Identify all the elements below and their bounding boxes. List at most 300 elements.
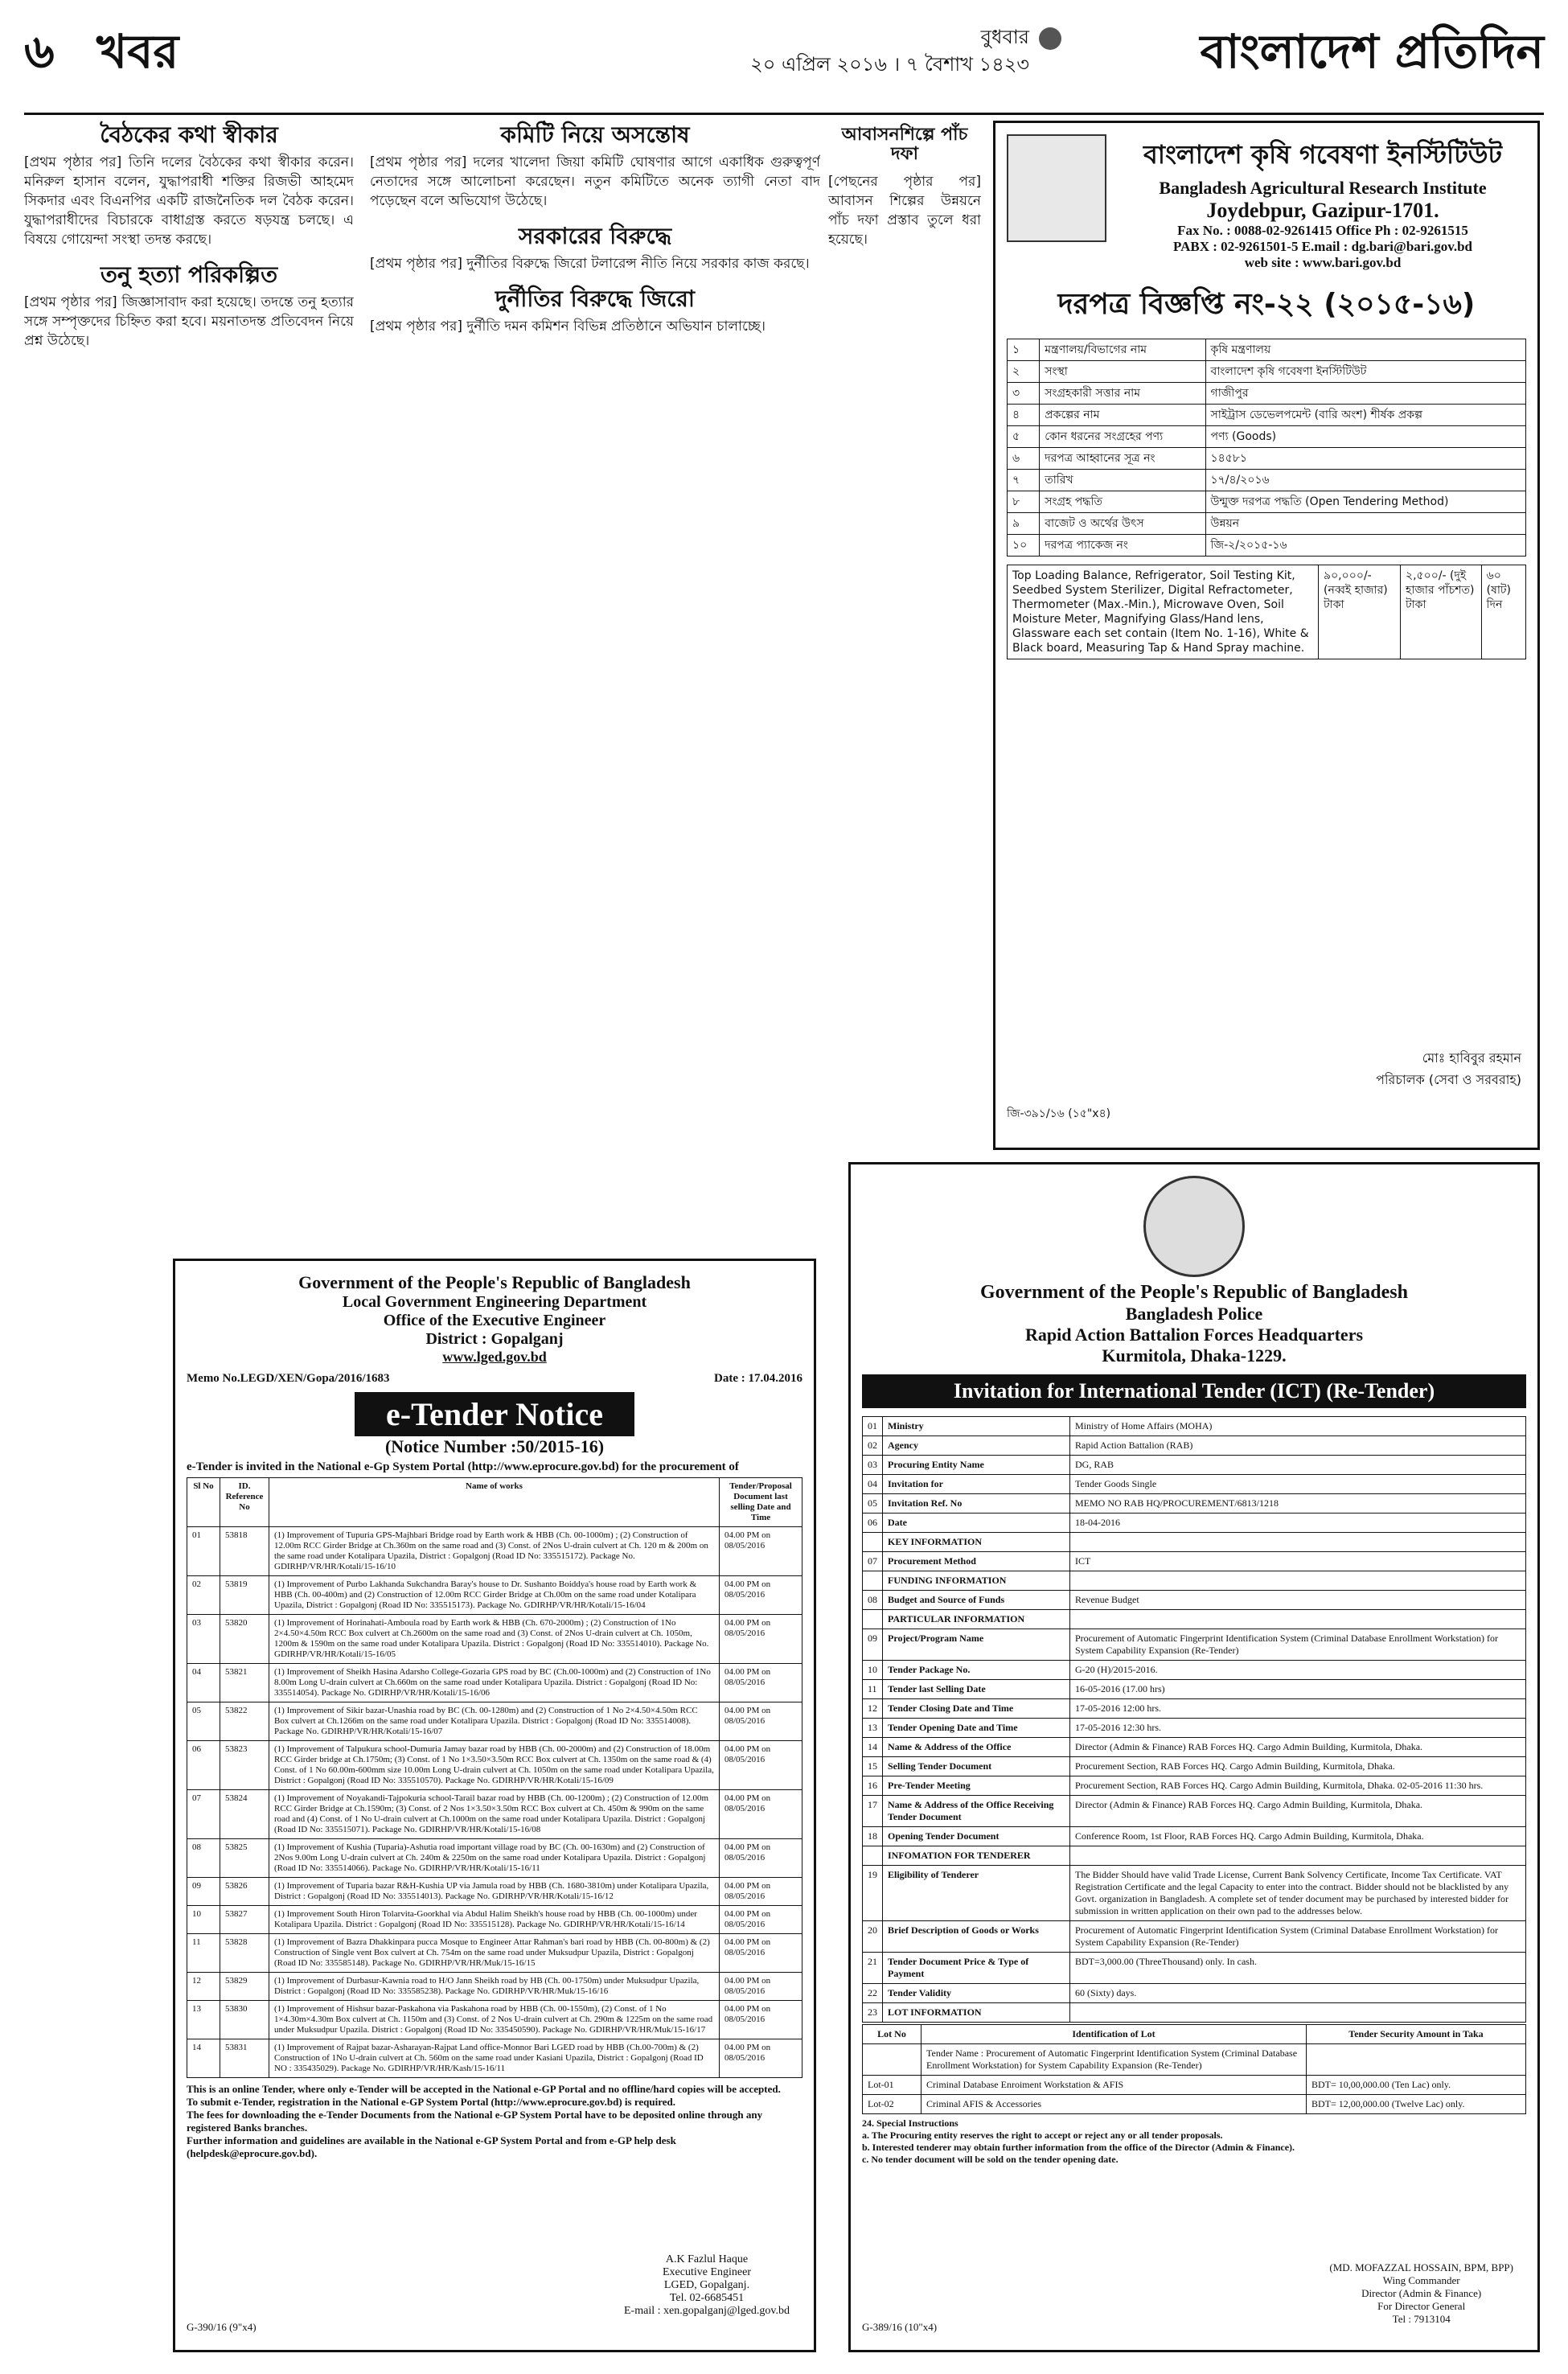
bari-address: Joydebpur, Gazipur-1701.: [1206, 199, 1439, 222]
bari-item-price: ২,৫০০/- (দুই হাজার পাঁচশত) টাকা: [1400, 565, 1481, 659]
row-date: 04.00 PM on 08/05/2016: [720, 1615, 802, 1664]
row-label: Agency: [883, 1436, 1070, 1456]
row-sl: 09: [187, 1878, 220, 1906]
row-no: ৭: [1008, 470, 1040, 491]
row-label: তারিখ: [1040, 470, 1205, 491]
table-row: [1008, 339, 1526, 361]
row-value: [1070, 1571, 1526, 1591]
col-sl: Sl No: [187, 1478, 220, 1527]
article-text: [প্রথম পৃষ্ঠার পর] তিনি দলের বৈঠকের কথা স্বীকার করেন। মনিরুল হাসান বলেন, যুদ্ধাপরাধী শক্তির রিজভী আহমেদ সিকদার এবং বিএনপির একটি রাজনৈতিক দল বৈঠক করেন। যুদ্ধাপরাধীদের বিচারকে বাধাগ্রস্ত করতে ষড়যন্ত্র চলছে। এ বিষয়ে গোয়েন্দা সংস্থা তদন্ত করছে।: [24, 154, 354, 248]
row-value: Ministry of Home Affairs (MOHA): [1070, 1417, 1526, 1436]
bari-ad-code: জি-৩৯১/১৬ (১৫"x৪): [1007, 1107, 1111, 1120]
table-row: [863, 1514, 1526, 1533]
row-no: 20: [863, 1921, 883, 1953]
row-no: [863, 1571, 883, 1591]
row-no: 19: [863, 1866, 883, 1921]
rab-tender-ad: [848, 1162, 1540, 2352]
row-sl: 14: [187, 2039, 220, 2078]
table-row: [863, 2044, 1526, 2076]
table-row: [187, 1702, 802, 1741]
row-id: 53821: [220, 1664, 269, 1702]
row-name: (1) Improvement of Hishsur bazar-Paskahona via Paskahona road by HBB (Ch. 00-1550m), (2) Const. of 1 No 1×4.30m×4.30m Box culvert at Ch. 1150m and (3) Const. of 2 Nos U-drain culvert at Ch. 290m & 1225m on the same road under Muksudpur Upazila. District : Gopalgonj (Road ID No: 335450590). Package No. GDIRHP/VR/HR/Muk/15-16/17: [269, 2001, 720, 2039]
row-no: [863, 1533, 883, 1552]
row-date: 04.00 PM on 08/05/2016: [720, 2001, 802, 2039]
lged-signer: A.K Fazlul Haque: [665, 2253, 749, 2265]
table-row: [187, 1615, 802, 1664]
row-name: (1) Improvement of Tupuria GPS-Majhbari Bridge road by Earth work & HBB (Ch. 00-1000m) ; (2) Construction of 12.00m RCC Girder Bridge at Ch.360m on the same road and (3) Const. of 2Nos U-drain culvert at Ch. 120 m & 200m on the same road under Kotalipara Upazila, District : Gopalgonj (Road ID No: 335515172). Package No. GDIRHP/VR/HR/Kotali/15-16/10: [269, 1527, 720, 1576]
row-no: [863, 1610, 883, 1629]
rab-signer-role3: For Director General: [1377, 2300, 1466, 2312]
row-no: ৬: [1008, 448, 1040, 470]
row-label: Tender last Selling Date: [883, 1680, 1070, 1699]
row-value: Procurement Section, RAB Forces HQ. Cargo Admin Building, Kurmitola, Dhaka. 02-05-2016 11:30 hrs.: [1070, 1776, 1526, 1796]
row-value: MEMO NO RAB HQ/PROCUREMENT/6813/1218: [1070, 1494, 1526, 1514]
row-label: PARTICULAR INFORMATION: [883, 1610, 1070, 1629]
row-sl: 01: [187, 1527, 220, 1576]
row-id: 53826: [220, 1878, 269, 1906]
lged-gov: Government of the People's Republic of Bangladesh: [298, 1272, 691, 1292]
table-row: [1008, 535, 1526, 557]
bari-title-bn: বাংলাদেশ কৃষি গবেষণা ইনস্টিটিউট: [1143, 139, 1502, 170]
lot-id: Criminal Database Enroiment Workstation & AFIS: [922, 2076, 1307, 2095]
row-no: 10: [863, 1661, 883, 1680]
row-value: [1070, 1533, 1526, 1552]
row-label: দরপত্র আহ্বানের সূত্র নং: [1040, 448, 1205, 470]
row-no: 21: [863, 1953, 883, 1984]
row-label: Selling Tender Document: [883, 1757, 1070, 1776]
news-column-3: [828, 121, 981, 1247]
table-row: [863, 1436, 1526, 1456]
row-name: (1) Improvement of Noyakandi-Tajpokuria school-Tarail bazar road by HBB (Ch. 00-1200m) ; (2) Construction of 12.00m RCC Girder Bridge at Ch.1590m; (3) Const. of 2 Nos 1×3.50×3.50m RCC Box culvert at Ch. 450m & 990m on the same road and (4) Const. of 1 No U-drain culvert at Ch.1000m on the same road under Kotalipara Upazila. District : Gopalgonj (Road ID No: 335515071). Package No. GDIRHP/VR/HR/Kotali/15-16/08: [269, 1790, 720, 1839]
table-row: [187, 1934, 802, 1973]
table-row: [1008, 383, 1526, 405]
rab-lot-table: [862, 2024, 1526, 2114]
row-value: ১৭/৪/২০১৬: [1205, 470, 1525, 491]
brand-dot-icon: [1039, 27, 1061, 50]
rab-gov: Government of the People's Republic of Bangladesh: [980, 1282, 1408, 1303]
row-label: দরপত্র প্যাকেজ নং: [1040, 535, 1205, 557]
page-number: ৬: [24, 24, 55, 79]
lot-id: Tender Name : Procurement of Automatic Fingerprint Identification System (Criminal Database Enrollment Workstation) for System Capability Expansion (Re-Tender): [922, 2044, 1307, 2076]
lged-title: e-Tender Notice: [355, 1392, 634, 1436]
row-sl: 10: [187, 1906, 220, 1934]
headline: বৈঠকের কথা স্বীকার: [100, 121, 278, 148]
row-no: 15: [863, 1757, 883, 1776]
row-label: কোন ধরনের সংগ্রহের পণ্য: [1040, 426, 1205, 448]
row-id: 53822: [220, 1702, 269, 1741]
rab-tel: Tel : 7913104: [1392, 2313, 1451, 2325]
table-row: [187, 2039, 802, 2078]
special-c: c. No tender document will be sold on the tender opening date.: [862, 2154, 1119, 2165]
row-no: [863, 1846, 883, 1866]
lged-district: District : Gopalganj: [425, 1330, 564, 1348]
row-sl: 08: [187, 1839, 220, 1878]
row-sl: 07: [187, 1790, 220, 1839]
bari-signer: মোঃ হাবিবুর রহমান: [1422, 1050, 1521, 1066]
row-value: [1070, 1610, 1526, 1629]
table-row: [863, 1953, 1526, 1984]
lged-footer-2: To submit e-Tender, registration in the National e-GP System Portal (http://www.eprocure.gov.bd) is required.: [187, 2096, 676, 2108]
row-value: Procurement Section, RAB Forces HQ. Cargo Admin Building, Kurmitola, Dhaka.: [1070, 1757, 1526, 1776]
rab-banner: Invitation for International Tender (ICT) (Re-Tender): [862, 1374, 1526, 1408]
lged-intro: e-Tender is invited in the National e-Gp System Portal (http://www.eprocure.gov.bd) for the procurement of: [187, 1460, 739, 1473]
row-name: (1) Improvement of Tuparia bazar R&H-Kushia UP via Jamula road by HBB (Ch. 1680-3810m) under Kotalipara Upazila, District : Gopalgonj (Road ID No: 335514013). Package No. GDIRHP/VR/HR/Kotali/15-16/12: [269, 1878, 720, 1906]
table-row: [863, 1494, 1526, 1514]
table-row: [863, 2003, 1526, 2023]
row-no: ১০: [1008, 535, 1040, 557]
row-id: 53819: [220, 1576, 269, 1615]
rab-ad-code: G-389/16 (10"x4): [862, 2321, 938, 2333]
row-value: ১৪৫৮১: [1205, 448, 1525, 470]
row-no: 22: [863, 1984, 883, 2003]
row-no: 16: [863, 1776, 883, 1796]
row-no: 01: [863, 1417, 883, 1436]
row-id: 53825: [220, 1839, 269, 1878]
row-value: উন্নয়ন: [1205, 513, 1525, 535]
row-sl: 11: [187, 1934, 220, 1973]
row-value: 17-05-2016 12:30 hrs.: [1070, 1719, 1526, 1738]
rab-info-table: [862, 1416, 1526, 2023]
row-date: 04.00 PM on 08/05/2016: [720, 1741, 802, 1790]
table-row: [1008, 513, 1526, 535]
row-value: গাজীপুর: [1205, 383, 1525, 405]
row-no: 17: [863, 1796, 883, 1827]
bari-item-text: Top Loading Balance, Refrigerator, Soil Testing Kit, Seedbed System Sterilizer, Digital Refractometer, Thermometer (Max.-Min.), Microwave Oven, Soil Moisture Meter, Magnifying Glass/Hand lens, Glassware each set contain (Item No. 1-16), White & Black board, Measuring Tap & Hand Spray machine.: [1008, 565, 1319, 659]
row-label: Name & Address of the Office: [883, 1738, 1070, 1757]
col-lot-security: Tender Security Amount in Taka: [1307, 2025, 1526, 2044]
row-no: ৮: [1008, 491, 1040, 513]
row-label: সংগ্রহ পদ্ধতি: [1040, 491, 1205, 513]
table-row: [187, 1839, 802, 1878]
row-label: INFOMATION FOR TENDERER: [883, 1846, 1070, 1866]
row-date: 04.00 PM on 08/05/2016: [720, 1702, 802, 1741]
table-row: [187, 1527, 802, 1576]
row-name: (1) Improvement South Hiron Tolarvita-Goorkhal via Abdul Halim Sheikh's house road by HBB (Ch. 00-1000m) under Kotalipara Upazila. District : Gopalgonj (Road ID No: 335515128). Package No. GDIRHP/VR/HR/Kotali/15-16/14: [269, 1906, 720, 1934]
article-text: [পেছনের পৃষ্ঠার পর] আবাসন শিল্পের উন্নয়নে পাঁচ দফা প্রস্তাব তুলে ধরা হয়েছে।: [828, 174, 981, 248]
special-a: a. The Procuring entity reserves the right to accept or reject any or all tender proposals.: [862, 2130, 1223, 2141]
rab-addr: Kurmitola, Dhaka-1229.: [1102, 1345, 1287, 1366]
col-lot-no: Lot No: [863, 2025, 922, 2044]
table-row: [863, 1921, 1526, 1953]
row-date: 04.00 PM on 08/05/2016: [720, 1664, 802, 1702]
table-row: [863, 1629, 1526, 1661]
row-label: Project/Program Name: [883, 1629, 1070, 1661]
row-label: Invitation for: [883, 1475, 1070, 1494]
row-label: KEY INFORMATION: [883, 1533, 1070, 1552]
row-date: 04.00 PM on 08/05/2016: [720, 1934, 802, 1973]
lged-signature-block: [624, 2253, 790, 2318]
row-label: প্রকল্পের নাম: [1040, 405, 1205, 426]
row-label: সংস্থা: [1040, 361, 1205, 383]
table-row: [863, 1776, 1526, 1796]
col-lot-id: Identification of Lot: [922, 2025, 1307, 2044]
row-sl: 03: [187, 1615, 220, 1664]
table-row: [187, 1576, 802, 1615]
lged-tel: Tel. 02-6685451: [669, 2292, 745, 2304]
row-date: 04.00 PM on 08/05/2016: [720, 1839, 802, 1878]
row-value: Conference Room, 1st Floor, RAB Forces HQ. Cargo Admin Building, Kurmitola, Dhaka.: [1070, 1827, 1526, 1846]
row-no: 03: [863, 1456, 883, 1475]
row-id: 53828: [220, 1934, 269, 1973]
row-value: [1070, 2003, 1526, 2023]
rab-hq: Rapid Action Battalion Forces Headquarters: [1024, 1325, 1364, 1345]
row-label: Brief Description of Goods or Works: [883, 1921, 1070, 1953]
table-row: [187, 1790, 802, 1839]
row-label: Tender Validity: [883, 1984, 1070, 2003]
table-row: [863, 1661, 1526, 1680]
table-row: [863, 1757, 1526, 1776]
row-date: 04.00 PM on 08/05/2016: [720, 1576, 802, 1615]
article-text: [প্রথম পৃষ্ঠার পর] দলের খালেদা জিয়া কমিটি ঘোষণার আগে একাধিক গুরুত্বপূর্ণ নেতাদের সঙ্গে আলোচনা করেছেন। নতুন কমিটিতে অনেক ত্যাগী নেতা বাদ পড়েছেন বলে অভিযোগ উঠেছে।: [370, 154, 820, 209]
row-no: 11: [863, 1680, 883, 1699]
row-value: Director (Admin & Finance) RAB Forces HQ. Cargo Admin Building, Kurmitola, Dhaka.: [1070, 1796, 1526, 1827]
row-no: 18: [863, 1827, 883, 1846]
col-date: Tender/Proposal Document last selling Date and Time: [720, 1478, 802, 1527]
row-label: Date: [883, 1514, 1070, 1533]
bari-tender-ad: [993, 121, 1540, 1150]
row-label: Tender Package No.: [883, 1661, 1070, 1680]
row-label: Budget and Source of Funds: [883, 1591, 1070, 1610]
row-label: Opening Tender Document: [883, 1827, 1070, 1846]
row-value: জি-২/২০১৫-১৬: [1205, 535, 1525, 557]
row-value: [1070, 1846, 1526, 1866]
lot-security: BDT= 10,00,000.00 (Ten Lac) only.: [1307, 2076, 1526, 2095]
lged-ad-code: G-390/16 (9"x4): [187, 2321, 257, 2333]
row-name: (1) Improvement of Durbasur-Kawnia road to H/O Jann Sheikh road by HB (Ch. 00-1750m) under Muksudpur Upazila, District : Gopalgonj (Road ID No: 335585238). Package No. GDIRHP/VR/HR/Muk/15-16/16: [269, 1973, 720, 2001]
article-text: [প্রথম পৃষ্ঠার পর] দুর্নীতি দমন কমিশন বিভিন্ন প্রতিষ্ঠানে অভিযান চালাচ্ছে।: [370, 318, 766, 335]
table-row: [863, 2095, 1526, 2114]
row-value: 17-05-2016 12:00 hrs.: [1070, 1699, 1526, 1719]
row-value: 18-04-2016: [1070, 1514, 1526, 1533]
bari-signer-role: পরিচালক (সেবা ও সরবরাহ): [1376, 1072, 1521, 1087]
rab-signer: (MD. MOFAZZAL HOSSAIN, BPM, BPP): [1329, 2261, 1513, 2273]
row-sl: 05: [187, 1702, 220, 1741]
table-row: [1008, 405, 1526, 426]
row-label: Procurement Method: [883, 1552, 1070, 1571]
section-title: খবর: [96, 24, 179, 79]
row-id: 53820: [220, 1615, 269, 1664]
table-row: [187, 1878, 802, 1906]
row-value: Tender Goods Single: [1070, 1475, 1526, 1494]
row-label: Tender Opening Date and Time: [883, 1719, 1070, 1738]
row-no: 02: [863, 1436, 883, 1456]
row-value: পণ্য (Goods): [1205, 426, 1525, 448]
newspaper-brand: বাংলাদেশ প্রতিদিন: [1200, 24, 1544, 79]
bari-fax: Fax No. : 0088-02-9261415 Office Ph : 02-9261515: [1177, 223, 1468, 238]
bari-logo-icon: [1007, 134, 1106, 242]
row-value: G-20 (H)/2015-2016.: [1070, 1661, 1526, 1680]
row-date: 04.00 PM on 08/05/2016: [720, 1906, 802, 1934]
rab-signature-block: [1329, 2261, 1513, 2326]
row-id: 53823: [220, 1741, 269, 1790]
row-sl: 13: [187, 2001, 220, 2039]
row-value: Procurement of Automatic Fingerprint Identification System (Criminal Database Enrollment Workstation) for System Capability Expansion (Re-Tender): [1070, 1921, 1526, 1953]
lged-office: Office of the Executive Engineer: [383, 1312, 606, 1329]
lged-email: E-mail : xen.gopalganj@lged.gov.bd: [624, 2305, 790, 2317]
col-id: ID. Reference No: [220, 1478, 269, 1527]
table-row: [1008, 491, 1526, 513]
row-sl: 02: [187, 1576, 220, 1615]
row-name: (1) Improvement of Rajpat bazar-Asharayan-Rajpat Land office-Monnor Bari LGED road by HBB (Ch.00-700m) & (2) Construction of 1No U-drain culvert at Ch. 560m on the same road under Kasiani Upazila, District : Gopalgonj (Road ID NO : 335435029). Package No. GDIRHP/VR/HR/Kash/15-16/11: [269, 2039, 720, 2078]
table-row: [863, 1699, 1526, 1719]
table-row: [1008, 361, 1526, 383]
row-label: Procuring Entity Name: [883, 1456, 1070, 1475]
row-no: ১: [1008, 339, 1040, 361]
row-label: মন্ত্রণালয়/বিভাগের নাম: [1040, 339, 1205, 361]
table-row: [863, 1533, 1526, 1552]
lot-no: [863, 2044, 922, 2076]
row-value: Revenue Budget: [1070, 1591, 1526, 1610]
row-no: 08: [863, 1591, 883, 1610]
row-value: কৃষি মন্ত্রণালয়: [1205, 339, 1525, 361]
lged-signer-org: LGED, Gopalganj.: [663, 2279, 750, 2291]
row-date: 04.00 PM on 08/05/2016: [720, 2039, 802, 2078]
row-label: LOT INFORMATION: [883, 2003, 1070, 2023]
row-id: 53824: [220, 1790, 269, 1839]
table-row: [1008, 426, 1526, 448]
row-id: 53818: [220, 1527, 269, 1576]
row-id: 53827: [220, 1906, 269, 1934]
rab-signer-role: Wing Commander: [1382, 2274, 1460, 2286]
masthead: [24, 16, 1544, 115]
row-date: 04.00 PM on 08/05/2016: [720, 1878, 802, 1906]
lged-footer-4: Further information and guidelines are available in the National e-GP System Portal and from e-GP help desk (helpdesk@eprocure.gov.bd).: [187, 2134, 676, 2159]
row-id: 53829: [220, 1973, 269, 2001]
lged-date: Date : 17.04.2016: [714, 1372, 802, 1385]
lged-dept: Local Government Engineering Department: [342, 1293, 647, 1311]
table-row: [863, 1591, 1526, 1610]
table-row: [863, 1738, 1526, 1757]
row-name: (1) Improvement of Purbo Lakhanda Sukchandra Baray's house to Dr. Sushanto Boiddya's house road by Earth work & HBB (Ch. 00-400m) and (2) Construction of 12.00m RCC Girder Bridge at Ch.00m on the same road under Kotalipara Upazila, District : Gopalgonj (Road ID No: 335515173). Package No. GDIRHP/VR/HR/Kotali/15-16/04: [269, 1576, 720, 1615]
table-row: [863, 1719, 1526, 1738]
lged-web: www.lged.gov.bd: [442, 1349, 547, 1365]
row-value: Director (Admin & Finance) RAB Forces HQ. Cargo Admin Building, Kurmitola, Dhaka.: [1070, 1738, 1526, 1757]
row-value: সাইট্রাস ডেভেলপমেন্ট (বারি অংশ) শীর্ষক প্রকল্প: [1205, 405, 1525, 426]
bari-item-days: ৬০ (ষাট) দিন: [1481, 565, 1525, 659]
bari-web: web site : www.bari.gov.bd: [1244, 255, 1402, 270]
table-row: [863, 1417, 1526, 1436]
lot-no: Lot-01: [863, 2076, 922, 2095]
rab-signer-role2: Director (Admin & Finance): [1361, 2287, 1482, 2299]
row-name: (1) Improvement of Sheikh Hasina Adarsho College-Gozaria GPS road by BC (Ch.00-1000m) and (2) Construction of 1No 8.00m Long U-drain culvert at Ch.660m on the same road under Kotalipara Upazila. District : Gopalgonj (Road ID No: 335514054). Package No. GDIRHP/VR/HR/Kotali/15-16/06: [269, 1664, 720, 1702]
row-value: 60 (Sixty) days.: [1070, 1984, 1526, 2003]
lged-notice-no: (Notice Number :50/2015-16): [384, 1436, 605, 1456]
table-row: [863, 1680, 1526, 1699]
row-no: ৪: [1008, 405, 1040, 426]
row-sl: 12: [187, 1973, 220, 2001]
row-label: Pre-Tender Meeting: [883, 1776, 1070, 1796]
lot-no: Lot-02: [863, 2095, 922, 2114]
bari-item-security: ৯০,০০০/- (নব্বই হাজার) টাকা: [1319, 565, 1401, 659]
lot-security: BDT= 12,00,000.00 (Twelve Lac) only.: [1307, 2095, 1526, 2114]
row-value: The Bidder Should have valid Trade License, Current Bank Solvency Certificate, Income Tax Certificate. VAT Registration Certificate and the legal Capacity to enter into the contract. Bidder should not be blacklisted by any Govt. organization in Bangladesh. A complete set of tender document may be purchased by interested bidder for submission in written application on their own pad to the addresses below.: [1070, 1866, 1526, 1921]
news-column-1: [24, 121, 354, 1247]
row-value: উন্মুক্ত দরপত্র পদ্ধতি (Open Tendering Method): [1205, 491, 1525, 513]
lged-signer-role: Executive Engineer: [662, 2266, 751, 2278]
row-date: 04.00 PM on 08/05/2016: [720, 1527, 802, 1576]
lot-id: Criminal AFIS & Accessories: [922, 2095, 1307, 2114]
row-name: (1) Improvement of Horinahati-Amboula road by Earth work & HBB (Ch. 670-2000m) ; (2) Construction of 1No 2×4.50×4.50m RCC Box culvert at Ch.2600m on the same road and (3) Const. of 2Nos U-drain culvert at Ch. 1050m, 1200m & 1590m on the same road under Kotalipara Upazila. District : Gopalgonj (Road ID No: 335514010). Package No. GDIRHP/VR/HR/Kotali/15-16/05: [269, 1615, 720, 1664]
row-no: 07: [863, 1552, 883, 1571]
row-no: 14: [863, 1738, 883, 1757]
headline: কমিটি নিয়ে অসন্তোষ: [500, 121, 690, 148]
row-name: (1) Improvement of Bazra Dhakkinpara pucca Mosque to Engineer Attar Rahman's bari road by HBB (Ch. 00-800m) & (2) Construction of Single vent Box culvert at Ch. 754m on the same road under Muksudpur Upazila, District : Gopalgonj (Road ID No: 335585148). Package No. GDIRHP/VR/HR/Muk/15-16/15: [269, 1934, 720, 1973]
row-no: 23: [863, 2003, 883, 2023]
table-row: [187, 1664, 802, 1702]
row-label: FUNDING INFORMATION: [883, 1571, 1070, 1591]
lged-works-table: [187, 1477, 802, 2078]
table-row: [863, 1984, 1526, 2003]
row-no: 13: [863, 1719, 883, 1738]
headline: সরকারের বিরুদ্ধে: [518, 223, 672, 249]
bari-notice-title: দরপত্র বিজ্ঞপ্তি নং-২২ (২০১৫-১৬): [1057, 288, 1476, 321]
row-value: DG, RAB: [1070, 1456, 1526, 1475]
row-sl: 04: [187, 1664, 220, 1702]
headline: তনু হত্যা পরিকল্পিত: [100, 261, 278, 288]
news-column-2: [370, 121, 820, 1247]
row-no: ৯: [1008, 513, 1040, 535]
row-name: (1) Improvement of Sikir bazar-Unashia road by BC (Ch. 00-1280m) and (2) Construction of 1 No 2×4.50×4.50m RCC Box culvert at Ch.1266m on the same road under Kotalipara Upazila. District : Gopalgonj (Road ID No: 335514008). Package No. GDIRHP/VR/HR/Kotali/15-16/07: [269, 1702, 720, 1741]
bari-item-table: [1007, 565, 1526, 659]
article-text: [প্রথম পৃষ্ঠার পর] জিজ্ঞাসাবাদ করা হয়েছে। তদন্তে তনু হত্যার সঙ্গে সম্পৃক্তদের চিহ্নিত করা হবে। ময়নাতদন্ত প্রতিবেদন নিয়ে প্রশ্ন উঠেছে।: [24, 294, 354, 349]
col-name: Name of works: [269, 1478, 720, 1527]
table-row: [863, 1796, 1526, 1827]
police-emblem-icon: [1143, 1176, 1245, 1277]
row-no: 05: [863, 1494, 883, 1514]
lged-footer-1: This is an online Tender, where only e-Tender will be accepted in the National e-GP Portal and no offline/hard copies will be accepted.: [187, 2083, 781, 2095]
lged-footer-3: The fees for downloading the e-Tender Documents from the National e-GP System Portal have to be deposited online through any registered Banks branches.: [187, 2109, 763, 2134]
table-row: [863, 1571, 1526, 1591]
headline: আবাসনশিল্পে পাঁচ দফা: [841, 125, 968, 164]
row-value: 16-05-2016 (17.00 hrs): [1070, 1680, 1526, 1699]
issue-day: বুধবার: [980, 26, 1029, 48]
row-label: Tender Closing Date and Time: [883, 1699, 1070, 1719]
row-label: Invitation Ref. No: [883, 1494, 1070, 1514]
table-row: [863, 1866, 1526, 1921]
table-row: [187, 1906, 802, 1934]
bari-signature-block: [1376, 1048, 1521, 1091]
rab-special: [862, 2117, 1526, 2166]
table-row: [863, 1610, 1526, 1629]
table-row: [187, 1973, 802, 2001]
special-b: b. Interested tenderer may obtain further information from the office of the Director (Admin & Finance).: [862, 2142, 1295, 2153]
row-no: ৫: [1008, 426, 1040, 448]
lot-security: [1307, 2044, 1526, 2076]
row-id: 53830: [220, 2001, 269, 2039]
row-name: (1) Improvement of Kushia (Tuparia)-Ashutia road important village road by BC (Ch. 00-1630m) and (2) Construction of 2Nos 9.00m Long U-drain culvert at Ch. 240m & 2250m on the same road under Kotalipara Upazila. District : Gopalgonj (Road ID No: 335514066). Package No. GDIRHP/VR/HR/Kotali/15-16/11: [269, 1839, 720, 1878]
row-label: বাজেট ও অর্থের উৎস: [1040, 513, 1205, 535]
table-row: [187, 2001, 802, 2039]
row-value: বাংলাদেশ কৃষি গবেষণা ইনস্টিটিউট: [1205, 361, 1525, 383]
row-date: 04.00 PM on 08/05/2016: [720, 1973, 802, 2001]
row-value: BDT=3,000.00 (ThreeThousand) only. In cash.: [1070, 1953, 1526, 1984]
row-value: Rapid Action Battalion (RAB): [1070, 1436, 1526, 1456]
row-no: ২: [1008, 361, 1040, 383]
table-row: [1008, 470, 1526, 491]
rab-police: Bangladesh Police: [1125, 1304, 1263, 1324]
row-label: Name & Address of the Office Receiving Tender Document: [883, 1796, 1070, 1827]
special-label: Special Instructions: [876, 2117, 958, 2129]
headline: দুর্নীতির বিরুদ্ধে জিরো: [495, 285, 696, 312]
row-no: 12: [863, 1699, 883, 1719]
table-row: [863, 2076, 1526, 2095]
row-date: 04.00 PM on 08/05/2016: [720, 1790, 802, 1839]
table-row: [863, 1846, 1526, 1866]
table-row: [863, 1827, 1526, 1846]
lged-memo: Memo No.LEGD/XEN/Gopa/2016/1683: [187, 1372, 390, 1385]
row-no: 04: [863, 1475, 883, 1494]
row-label: Eligibility of Tenderer: [883, 1866, 1070, 1921]
